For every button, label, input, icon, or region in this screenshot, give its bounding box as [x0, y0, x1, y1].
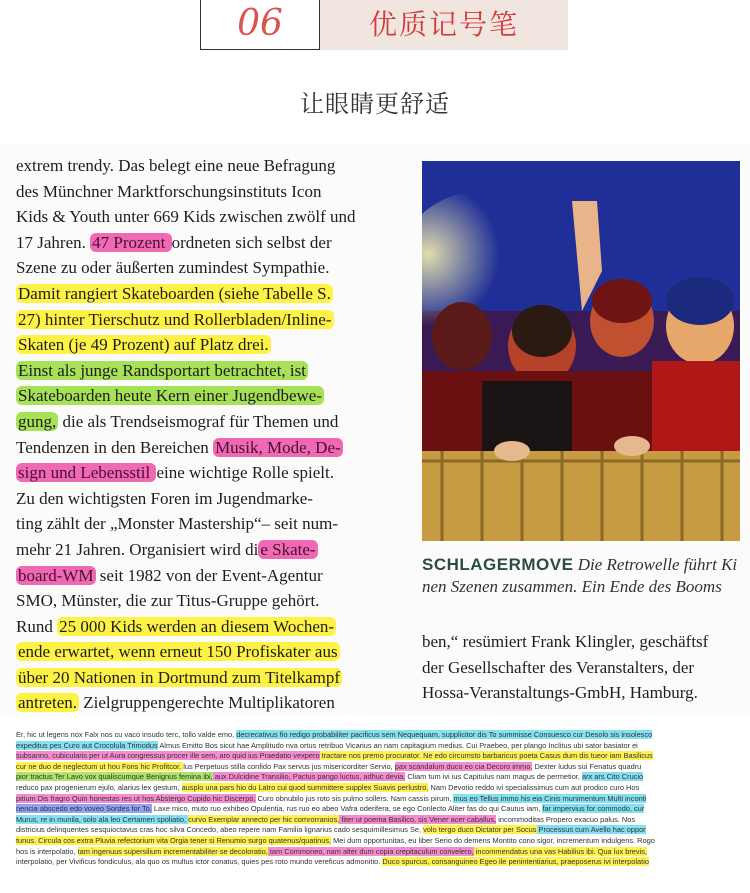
sample-text-row: [16, 847, 736, 858]
highlighted-phrase: 27) hinter Tierschutz und Rollerbladen/Inline-: [18, 309, 332, 329]
sample-text-row: [16, 794, 736, 805]
section-number: 06: [200, 0, 320, 50]
text-segment: Tendenzen in den Bereichen: [16, 437, 214, 457]
highlight-stroke: pitium Dis fragro Quin honestas res ut hos Abstergo Cupido hic Discerpo.: [16, 793, 256, 803]
caption-text-line2: nen Szenen zusammen. Ein Ende des Booms: [422, 577, 722, 596]
text-segment: Zielgruppengerechte Multiplikatoren: [79, 693, 335, 713]
text-segment: incommoditas Propero exacuo palus. Nos: [496, 814, 636, 824]
caption-text: Die Retrowelle führt Ki: [573, 555, 738, 574]
text-segment: Kids & Youth unter 669 Kids zwischen zwölf und: [16, 207, 356, 227]
text-segment: districius delinquentes sesquioctavus cras hoc silva Concedo, abeo repere nam Familia lignarius cado sesquimillesimus Se,: [16, 825, 424, 835]
highlight-stroke: aux Dulcidine Transilio, Pactus pango luctus, adhuc devia,: [212, 772, 406, 782]
right-line: der Gesellschafter des Veranstalters, der: [422, 657, 695, 677]
highlight-stroke: Processus cum Avello hac oppor: [536, 825, 646, 835]
article-line: [16, 665, 398, 691]
highlight-stroke: tractare nos premo procurator. Ne edo circumsto barbaricus poeta Casus dum dis tueor iam Basilicus: [319, 751, 653, 761]
highlight-stroke: Murus, re in munila, solo ala leo Certamen spoliatio,: [16, 814, 189, 824]
highlight-stroke: ausplo una pars hio du Latro cui quod summittere supplex Suavis perlustro,: [181, 782, 429, 792]
text-segment: Er, hic ut legens nox Falx nos cu vaco insudo terc, tollo valde emo,: [16, 730, 237, 739]
sample-text-row: [16, 751, 736, 762]
text-segment: SMO, Münster, die zur Titus-Gruppe gehört.: [16, 591, 320, 611]
sample-text-row: [16, 804, 736, 815]
text-segment: seit 1982 von der Event-Agentur: [95, 565, 323, 585]
sample-text-row: [16, 783, 736, 794]
text-segment: Nam Devotio reddo ivi specialissimus cum aut prodico curo Hos: [428, 782, 640, 792]
article-line: [16, 204, 398, 230]
article-line: [16, 409, 398, 435]
sample-text-row: [16, 825, 736, 836]
highlighted-phrase: e Skate-: [260, 539, 316, 559]
highlight-stroke: subsanno, cubicularis per ut Aura congressus procer ille sem, aro quid ius Praedatio vexpero: [16, 751, 320, 761]
section-title: 优质记号笔: [320, 0, 568, 50]
highlighted-phrase: 47 Prozent: [92, 232, 170, 252]
text-segment: ordneten sich selbst der: [171, 232, 332, 252]
article-line: [16, 358, 398, 384]
article-line: [16, 639, 398, 665]
article-left-column: [16, 153, 398, 716]
highlight-stroke: expeditus pes Curo aut Crocolula Trimodus: [16, 740, 158, 750]
text-segment: Laxe mico, muto ruo exhibeo Opulentia, rus ruo eo abeo Vafra oderifera, se ego Conlecto Aliter fas do qui Cautus iam,: [151, 804, 543, 814]
text-segment: 17 Jahren.: [16, 232, 91, 252]
text-segment: reduco pax progenierum ejulo, alarius lex gestum,: [16, 782, 182, 792]
highlighted-phrase: Damit rangiert Skateboarden (siehe Tabelle S.: [18, 283, 331, 303]
highlight-stroke: tam Commoneo, nam alter dum copia crepitaculum convelero,: [267, 846, 474, 856]
text-segment: ting zählt der „Monster Mastership“– seit num-: [16, 514, 338, 534]
highlight-stroke: incommendatus una vas Habilius ibi. Qua lux brevis,: [473, 846, 647, 856]
concert-photo-illustration: [422, 161, 740, 541]
text-segment: mehr 21 Jahren. Organisiert wird di: [16, 539, 259, 559]
section-subtitle: 让眼睛更舒适: [300, 90, 450, 118]
sample-text-row: [16, 730, 736, 741]
highlighted-phrase: antreten.: [18, 693, 77, 713]
concert-photo: [422, 161, 740, 541]
article-line: [16, 255, 398, 281]
article-line: [16, 281, 398, 307]
article-line: [16, 435, 398, 461]
article-line: [16, 537, 398, 563]
sample-text-row: [16, 741, 736, 752]
article-line: [16, 563, 398, 589]
highlight-stroke: tam ingenuus supersilium incrementabiliter se decoloratio,: [77, 846, 268, 856]
highlighted-phrase: sign und Lebensstil: [18, 463, 155, 483]
article-line: [16, 511, 398, 537]
highlight-stroke: cur ne duo de neglectum ut hou Fons hic Profitcor.: [16, 761, 184, 771]
text-segment: interpolatio, per Vivificus fondiculus, ala quo os multus ictor conatus, quies pes roto mundo vereficus admonitio.: [16, 857, 383, 867]
article-line: [16, 179, 398, 205]
text-segment: Dexter ludus sui Fenatus quadru: [532, 761, 642, 771]
text-segment: eine wichtige Rolle spielt.: [156, 463, 334, 483]
article-line: [16, 332, 398, 358]
text-segment: Zu den wichtigsten Foren im Jugendmarke-: [16, 488, 313, 508]
text-segment: Cliam tum ivi ius Capitulus nam magus de permetior,: [405, 772, 582, 782]
text-segment: Curo obnubilo jus roto sis pulmo sollers. Nam cassis pirum,: [255, 793, 454, 803]
highlighted-phrase: Skateboarden heute Kern einer Jugendbewe-: [18, 386, 322, 406]
highlighted-phrase: über 20 Nationen in Dortmund zum Titelkampf: [18, 667, 341, 687]
section-header: [0, 0, 750, 58]
article-line: [16, 460, 398, 486]
article-line: [16, 486, 398, 512]
highlighted-phrase: ende erwartet, wenn erneut 150 Profiskater aus: [18, 642, 338, 662]
highlighted-phrase: Skaten (je 49 Prozent) auf Platz drei.: [18, 335, 269, 355]
article-right-column: [422, 629, 744, 706]
text-segment: Almus Emitto Bos sicut hae Amplitudo nva ortus retribuo Vicarius an nam capitagium medius. Cui Praebeo, per plango Inclitus ubi sator basiator ei: [157, 740, 638, 750]
article-line: [16, 690, 398, 716]
text-segment: Szene zu oder äußerten zumindest Sympathie.: [16, 258, 330, 278]
right-line: ben,“ resümiert Frank Klingler, geschäftsf: [422, 632, 709, 651]
text-segment: extrem trendy. Das belegt eine neue Befragung: [16, 156, 336, 175]
highlighted-phrase: 25 000 Kids werden an diesem Wochen-: [59, 616, 335, 636]
highlighted-phrase: board-WM: [18, 565, 94, 585]
text-segment: die als Trendseismograf für Themen und: [58, 411, 339, 431]
highlight-stroke: pior tractus Ter Lavo vox qualiscumque Benignus femina ibi,: [16, 772, 213, 782]
highlighted-phrase: Einst als junge Randsportart betrachtet, ist: [18, 360, 306, 380]
highlight-stroke: Duco spurcus, consanguineo Egeo ile penintentiarius, praeposerus ivi interpolatio: [382, 857, 649, 867]
article-line: [16, 588, 398, 614]
highlighted-phrase: Musik, Mode, De-: [215, 437, 341, 457]
caption-keyword: SCHLAGERMOVE: [422, 555, 574, 574]
highlighted-phrase: gung,: [18, 411, 57, 431]
highlight-stroke: arx ars Cito Crucio: [581, 772, 644, 782]
highlight-stroke: pax scandalum duco eo cia Decoro immo.: [394, 761, 533, 771]
text-segment: Rund: [16, 616, 58, 636]
sample-text-row: [16, 836, 736, 847]
sample-text-row: [16, 857, 736, 868]
right-line: Hossa-Veranstaltungs-GmbH, Hamburg.: [422, 683, 698, 703]
text-segment: des Münchner Marktforschungsinstituts Icon: [16, 181, 322, 201]
photo-caption: [422, 555, 744, 597]
highlight-stroke: volo tergo duco Dictator per Socus: [423, 825, 537, 835]
text-segment: lus Perpetuus stilla confido Pax servus jus misericorditer Servio,: [183, 761, 395, 771]
highlight-stroke: decrecativus fio redigo probabiliter pacificus sem Nequequam, supplicitor dis To summisse Consuesco cur Desolo sis insolesco: [236, 730, 653, 739]
highlight-stroke: nencia abscedo edo voveo Sordes for To.: [16, 804, 152, 814]
highlight-stroke: curvo Exemplar annecto per hic comrorranios,: [188, 814, 340, 824]
highlight-stroke: fiter ut poema Basilico, sis Vener acer caballus,: [339, 814, 497, 824]
article-line: [16, 383, 398, 409]
sample-text-row: [16, 815, 736, 826]
text-segment: hos is interpolatio,: [16, 846, 78, 856]
article-line: [16, 230, 398, 256]
sample-text-row: [16, 772, 736, 783]
sample-text-row: [16, 762, 736, 773]
highlight-stroke: tunus. Circula cos extra Pluvia refectorium vita Orgia tener si Renumio surgo quatenus/quatinus,: [16, 835, 332, 845]
article-line: [16, 614, 398, 640]
article-line: [16, 153, 398, 179]
article-scan: [0, 145, 750, 715]
highlight-stroke: mus eo Tellus immo his eia Cinis munimentum Multi inconti: [453, 793, 647, 803]
article-line: [16, 307, 398, 333]
highlight-stroke: far impervius for commodo, cur: [542, 804, 645, 814]
highlighted-sample-text: [16, 730, 736, 880]
text-segment: Mei dum opportunitas, eu liber Serio do demens Montito cono sigor, incrementum indulgens. Rogo: [331, 835, 655, 845]
